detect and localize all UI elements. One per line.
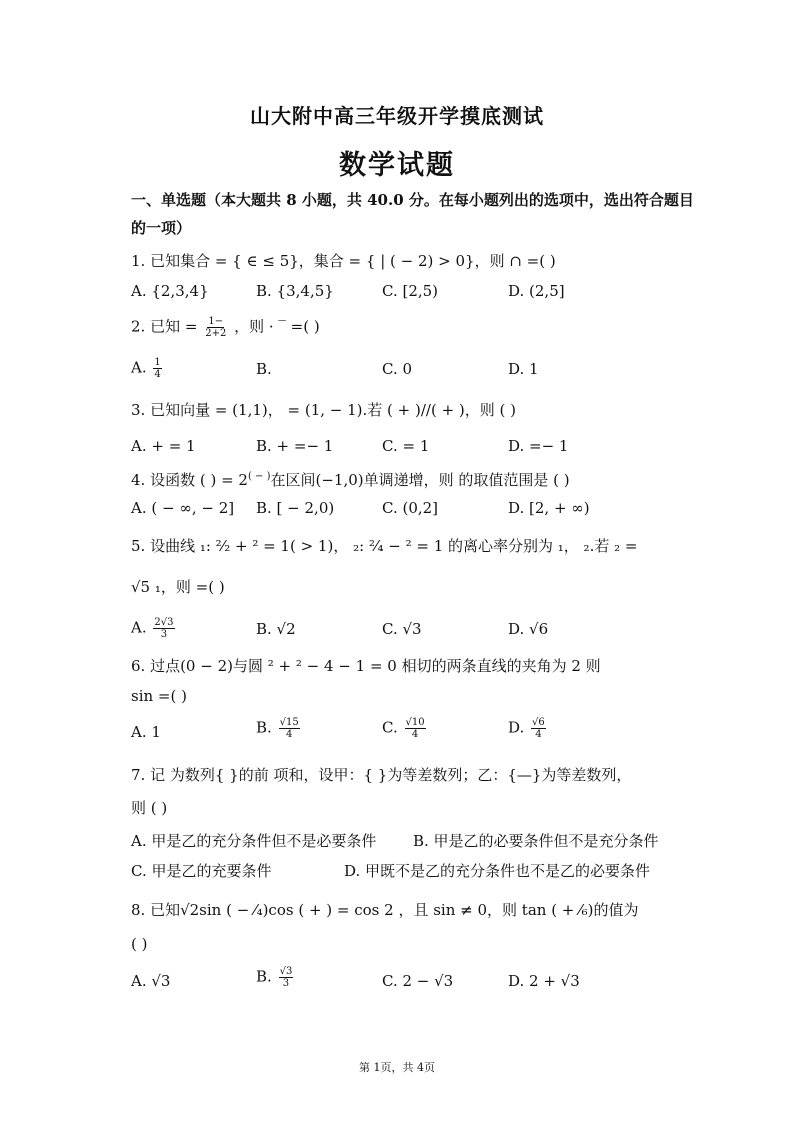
question-8-stem: 8. 已知√2sin ( − ⁄₄)cos ( + ) = cos 2 ，且 sin ≠ 0，则 tan ( + ⁄₆)的值为 [131,901,639,919]
fraction-numerator: √3 [279,966,293,977]
fraction-numerator: √6 [532,717,545,728]
question-1-option-a: A. {2,3,4} [131,282,209,300]
option-fraction [153,357,161,380]
question-6-option-b [256,717,302,740]
fraction-numerator: 2√3 [154,617,174,628]
question-8-option-a: A. √3 [131,972,171,990]
question-6-stem: 6. 过点(0 − 2)与圆 ² + ² − 4 − 1 = 0 相切的两条直线的夹角为 2 则 [131,657,601,675]
fraction-numerator: √10 [405,717,425,728]
option-label: B. [256,967,272,986]
question-4-stem-main: 4. 设函数 ( ) = 2 [131,471,248,489]
question-8-option-d: D. 2 + √3 [508,972,580,990]
option-label: A. [131,618,147,637]
question-2-stem [131,316,320,339]
section-heading: 一、单选题（本大题共 8 小题，共 40.0 分。在每小题列出的选项中，选出符合题目的一项） [131,191,694,237]
question-4-option-a: A. ( − ∞, − 2] [131,499,235,517]
question-6-option-c [382,717,428,740]
question-8-stem-line2: ( ) [131,935,148,953]
fraction-denominator: 3 [160,629,168,640]
subject-title: 数学试题 [339,150,455,181]
question-8-option-b [256,966,295,989]
question-2-fraction [204,316,227,339]
option-fraction [279,966,294,989]
question-2-option-a [131,357,164,380]
question-7-option-d: D. 甲既不是乙的充分条件也不是乙的必要条件 [344,862,651,880]
question-7-stem-line2: 则 ( ) [131,799,168,817]
option-fraction [279,717,300,740]
option-fraction [153,617,174,640]
option-label: D. [508,718,525,737]
option-label: B. [256,718,272,737]
question-3-option-d: D. =− 1 [508,437,569,455]
question-4-option-d: D. [2, + ∞) [508,499,590,517]
fraction-denominator: 2+2 [205,328,227,339]
option-fraction [405,717,426,740]
question-2-option-c: C. 0 [382,360,413,378]
page-footer: 第 1页，共 4页 [359,1061,435,1074]
question-7-stem: 7. 记 为数列{ }的前 项和，设甲：{ }为等差数列；乙：{—}为等差数列， [131,766,632,784]
question-2-stem-suffix: ，则 · ‾ =( ) [234,317,320,336]
question-3-option-b: B. + =− 1 [256,437,334,455]
question-7-option-b: B. 甲是乙的必要条件但不是充分条件 [413,832,659,850]
question-3-option-c: C. = 1 [382,437,430,455]
question-5-option-c: C. √3 [382,620,422,638]
fraction-denominator: 4 [535,729,542,740]
question-7-option-a: A. 甲是乙的充分条件但不是必要条件 [131,832,377,850]
fraction-denominator: 4 [285,729,293,740]
question-5-option-a [131,617,177,640]
question-3-option-a: A. + = 1 [131,437,196,455]
question-2-option-d: D. 1 [508,360,539,378]
question-4-stem [131,467,570,490]
question-5-option-d: D. √6 [508,620,549,638]
question-8-option-c: C. 2 − √3 [382,972,454,990]
question-1-option-d: D. (2,5] [508,282,565,300]
question-4-exponent: ( − ) [247,471,271,482]
question-4-stem-suffix: 在区间(−1,0)单调递增，则 的取值范围是 ( ) [270,471,570,489]
question-1-stem: 1. 已知集合 = { ∈ ≤ 5}，集合 = { | ( − 2) > 0}，则 ∩ =( ) [131,252,556,270]
fraction-numerator: 1 [154,357,161,368]
question-4-option-c: C. (0,2] [382,499,439,517]
question-4-option-b: B. [ − 2,0) [256,499,335,517]
question-6-stem-line2: sin =( ) [131,687,187,705]
fraction-denominator: 3 [282,978,290,989]
fraction-numerator: 1− [208,316,224,327]
question-1-option-c: C. [2,5) [382,282,439,300]
question-3-stem: 3. 已知向量 = (1,1)， = (1, − 1).若 ( + )//( + )，则 ( ) [131,401,517,419]
fraction-denominator: 4 [154,369,161,380]
question-6-option-a: A. 1 [131,723,161,741]
question-1-option-b: B. {3,4,5} [256,282,334,300]
fraction-denominator: 4 [411,729,419,740]
school-title: 山大附中高三年级开学摸底测试 [250,104,544,128]
question-7-option-c: C. 甲是乙的充要条件 [131,862,272,880]
question-5-stem-line2: √5 ₁，则 =( ) [131,578,225,596]
question-6-option-d [508,717,548,740]
question-5-option-b: B. √2 [256,620,296,638]
question-2-stem-prefix: 2. 已知 = [131,317,198,336]
question-5-stem: 5. 设曲线 ₁: ²⁄₂ + ² = 1( > 1)， ₂: ²⁄₄ − ² = 1 的离心率分别为 ₁， ₂.若 ₂ = [131,537,638,555]
question-2-option-b: B. [256,360,272,378]
option-fraction [531,717,546,740]
option-label: A. [131,358,147,377]
option-label: C. [382,718,398,737]
fraction-numerator: √15 [279,717,299,728]
